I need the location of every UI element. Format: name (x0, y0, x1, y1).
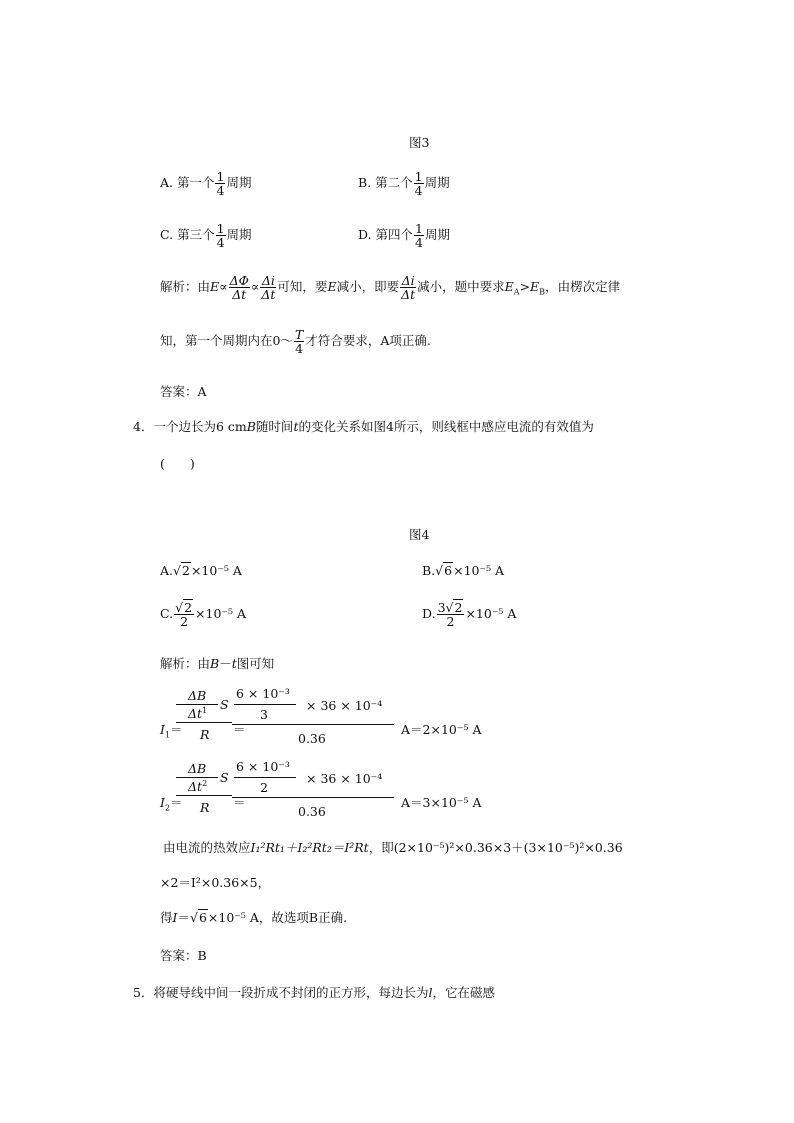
heat-effect-line1: 由电流的热效应I₁²Rt₁＋I₂²Rt₂＝I²Rt，即(2×10⁻⁵)²×0.36×3＋(3×10⁻⁵)²×0.36 (163, 840, 623, 855)
3sqrt2-over-2-fraction: $\frac{3√2}{2}$ (437, 600, 463, 630)
t-over-4-fraction: $\frac{T}{4}$ (294, 327, 304, 357)
option-c-label: C. 第三个 (160, 227, 215, 243)
q3-analysis-line2: 知，第一个周期内在0～ $\frac{T}{4}$ 才符合要求，A项正确. (160, 327, 431, 357)
answer-paren: ( ) (160, 456, 195, 471)
heat-effect-line2: ×2＝I²×0.36×5， (160, 875, 271, 890)
option-c (160, 222, 252, 249)
di-dt-fraction-2: $\frac{\Delta i}{\Delta t}$ (401, 273, 416, 303)
sqrt-symbol: √6 (189, 910, 207, 925)
q4-option-b: B.√6×10⁻⁵ A (422, 563, 505, 578)
option-b-suffix: 周期 (424, 175, 450, 191)
q4-option-c: C. $\frac{√2}{2}$ ×10⁻⁵ A (160, 600, 247, 630)
option-d-suffix: 周期 (424, 227, 450, 243)
option-a-label: A. 第一个 (160, 175, 215, 191)
option-d-label: D. 第四个 (358, 227, 414, 243)
option-a (160, 170, 251, 197)
figure-4-caption: 图4 (409, 527, 430, 542)
option-a-fraction: $\frac{1}{4}$ (216, 169, 225, 199)
option-b-fraction: $\frac{1}{4}$ (414, 169, 423, 199)
q4-answer: 答案：B (160, 948, 207, 963)
sqrt-symbol: √2 (173, 563, 190, 578)
sqrt2-over-2-fraction: $\frac{√2}{2}$ (175, 600, 193, 630)
option-b-label: B. 第二个 (358, 175, 413, 191)
option-d-fraction: $\frac{1}{4}$ (415, 221, 423, 251)
q4-option-a: A.√2×10⁻⁵ A (160, 563, 242, 578)
sqrt-symbol: √6 (435, 563, 453, 578)
option-a-suffix: 周期 (226, 175, 252, 191)
option-c-fraction: $\frac{1}{4}$ (216, 221, 225, 251)
q4-analysis-intro: 解析：由B－t图可知 (160, 656, 275, 671)
question-4: 4．一个边长为6 cmB随时间t的变化关系如图4所示，则线框中感应电流的有效值为 (133, 419, 594, 434)
q4-conclusion: 得I＝√6×10⁻⁵ A，故选项B正确. (160, 910, 348, 925)
q3-analysis-line1: 解析：由E∝ $\frac{\Delta\Phi}{\Delta t}$ ∝ $\frac{\Delta i}{\Delta t}$ 可知，要E减小，即要 $\frac{\Delta i}{\Delta t}$ 减小，题中要求$E_A>E_B$，由楞次定律 (160, 273, 621, 303)
q4-option-d: D. $\frac{3√2}{2}$ ×10⁻⁵ A (422, 600, 517, 630)
option-d (358, 222, 450, 249)
question-5: 5．将硬导线中间一段折成不封闭的正方形，每边长为l，它在磁感 (133, 985, 495, 1000)
option-b (358, 170, 450, 197)
dphi-dt-fraction: $\frac{\Delta\Phi}{\Delta t}$ (229, 273, 249, 303)
option-c-suffix: 周期 (226, 227, 252, 243)
di-dt-fraction: $\frac{\Delta i}{\Delta t}$ (261, 273, 276, 303)
q3-answer: 答案：A (160, 384, 207, 399)
figure-3-caption: 图3 (409, 135, 430, 150)
